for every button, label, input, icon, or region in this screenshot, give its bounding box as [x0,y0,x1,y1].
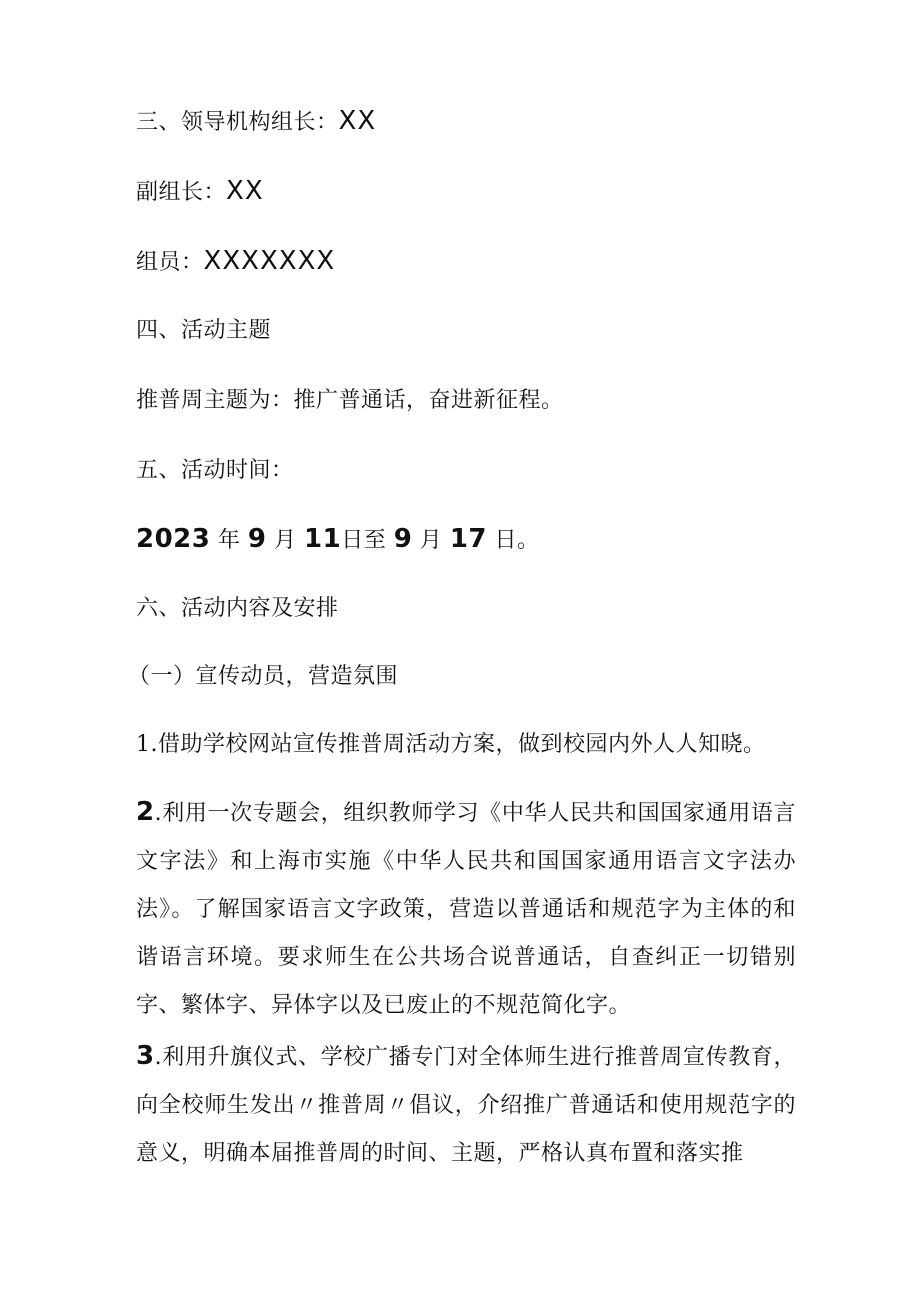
time-day-to: 日至 [341,528,387,553]
time-month-unit-1: 月 [273,528,297,553]
content-heading: 六、活动内容及安排 [136,596,339,621]
time-year: 2023 [136,524,211,554]
theme-text: 推普周主题为：推广普通话，奋进新征程。 [136,388,564,413]
item-3-number: 3 [136,1041,155,1071]
members-label: 组员： [136,250,204,275]
leader-value: XX [338,106,377,136]
deputy-value: XX [226,176,264,206]
item-3 [136,1032,796,1178]
members-line [136,246,335,278]
deputy-label: 副组长： [136,180,227,205]
item-2-text: .利用一次专题会，组织教师学习《中华人民共和国国家通用语言文字法》和上海市实施《中华人民共和国国家通用语言文字法办法》。了解国家语言文字政策，营造以普通话和规范字为主体的和谐语言环境。要求师生在公共场合说普通话，自查纠正一切错别字、繁体字、异体字以及已废止的不规范简化字。 [136,801,796,1018]
time-day-end: 日。 [494,528,540,553]
theme-heading: 四、活动主题 [136,318,272,343]
item-1: 1.借助学校网站宣传推普周活动方案，做到校园内外人人知晓。 [136,732,766,757]
time-month-unit-2: 月 [419,528,443,553]
time-line [136,524,540,556]
members-value: XXXXXXX [203,246,336,276]
deputy-line [136,176,264,208]
sub-heading-1: （一）宣传动员，营造氛围 [128,664,399,689]
leader-line [136,106,376,138]
item-3-text: .利用升旗仪式、学校广播专门对全体师生进行推普周宣传教育，向全校师生发出〃推普周〃倡议，介绍推广普通话和使用规范字的意义，明确本届推普周的时间、主题，严格认真布置和落实推 [136,1045,796,1166]
time-start-day: 11 [304,524,342,554]
leader-label: 三、领导机构组长： [136,110,339,135]
time-year-unit: 年 [217,528,241,553]
time-heading: 五、活动时间： [136,458,294,483]
item-2-number: 2 [136,797,155,827]
item-2 [136,788,796,1030]
time-end-month: 9 [393,524,413,554]
time-end-day: 17 [449,524,487,554]
time-start-month: 9 [247,524,267,554]
